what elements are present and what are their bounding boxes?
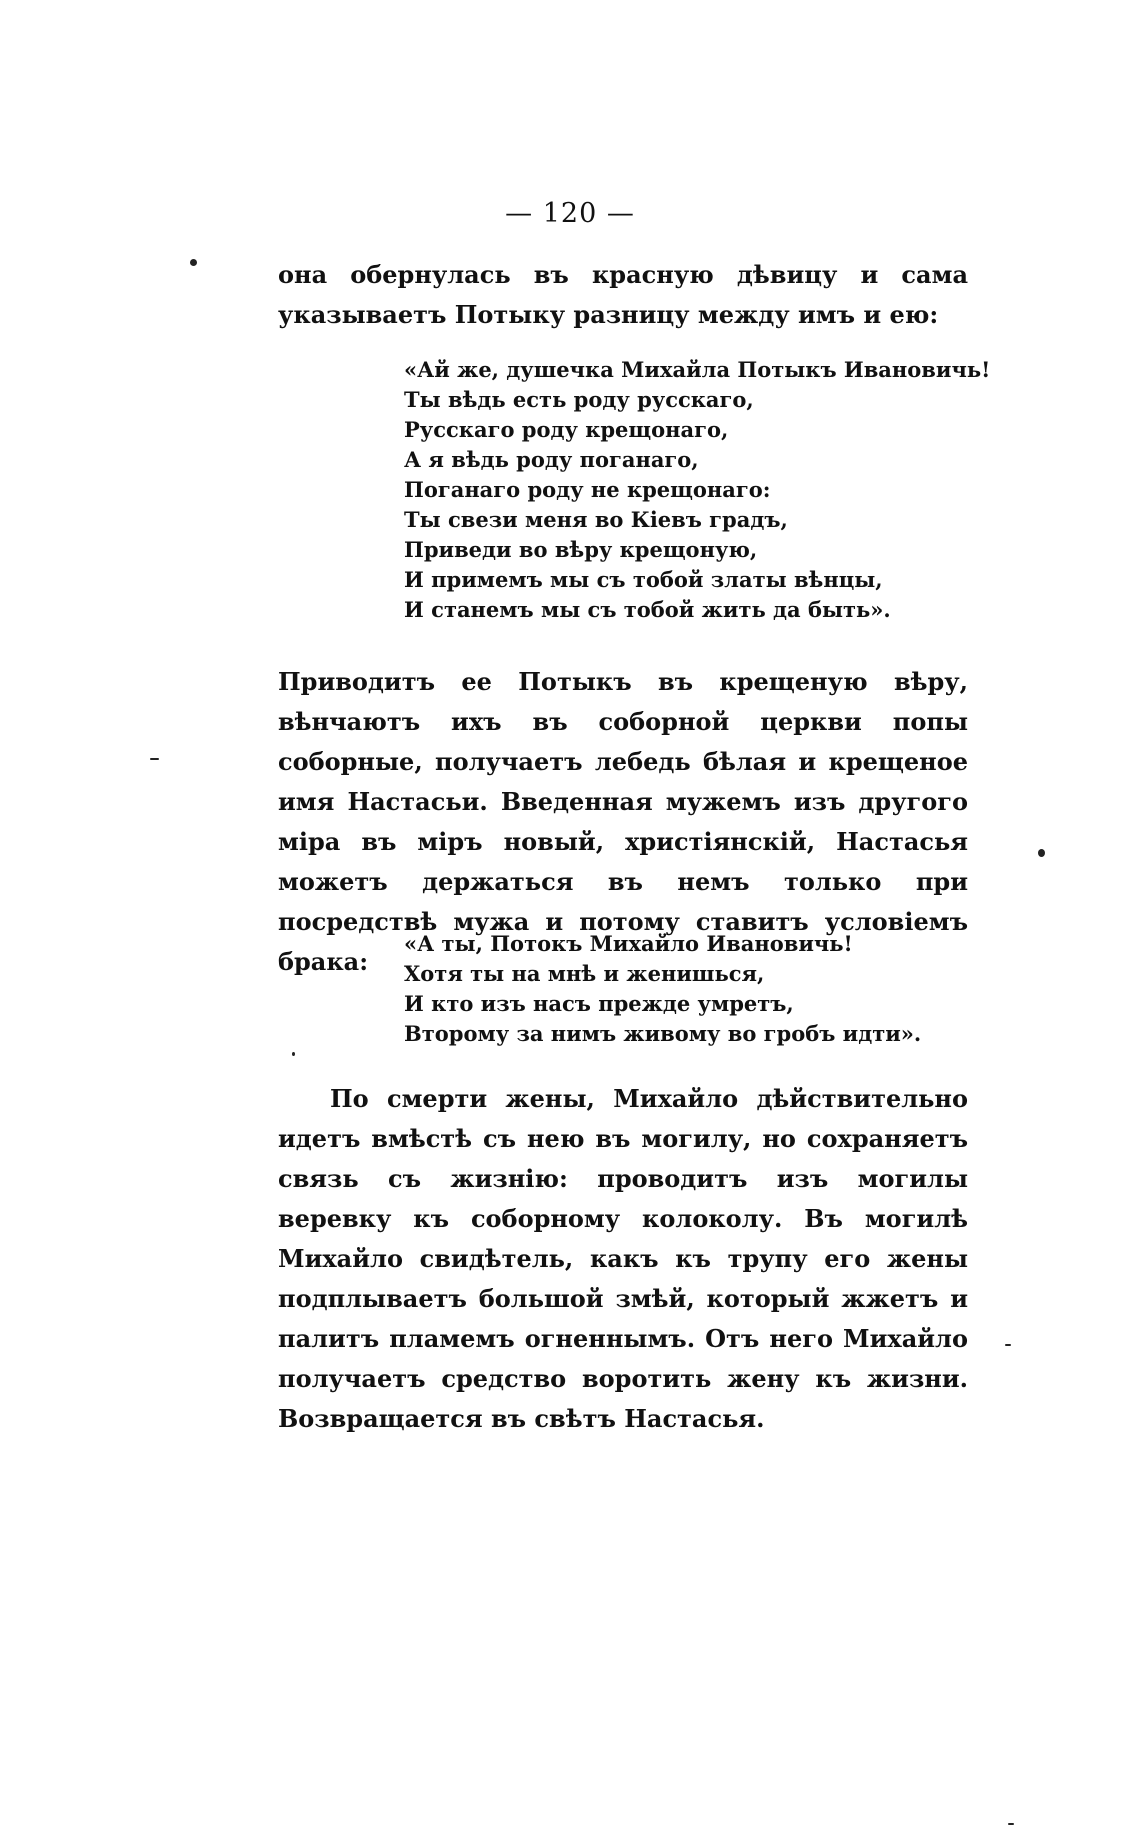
scan-speck: [1005, 1344, 1011, 1346]
verse-line: «А ты, Потокъ Михайло Ивановичь!: [404, 931, 853, 956]
paragraph-text: она обернулась въ красную дѣвицу и сама указываетъ Потыку разницу между имъ и ею:: [278, 260, 968, 329]
verse-line: Поганаго роду не крещонаго:: [404, 477, 771, 502]
verse-line: Русскаго роду крещонаго,: [404, 417, 729, 442]
verse-line: Приведи во вѣру крещоную,: [404, 537, 758, 562]
verse-line: И станемъ мы съ тобой жить да быть».: [404, 597, 891, 622]
verse-line: Хотя ты на мнѣ и женишься,: [404, 961, 765, 986]
verse-line: И примемъ мы съ тобой златы вѣнцы,: [404, 567, 883, 592]
verse-line: И кто изъ насъ прежде умретъ,: [404, 991, 794, 1016]
verse-line: Второму за нимъ живому во гробъ идти».: [404, 1021, 922, 1046]
verse-block-1: [404, 355, 991, 625]
verse-line: Ты свези меня во Кіевъ градъ,: [404, 507, 788, 532]
paragraph-text: По смерти жены, Михайло дѣйствительно идетъ вмѣстѣ съ нею въ могилу, но сохраняетъ связь съ жизнію: проводитъ изъ могилы веревку къ соборному колоколу. Въ могилѣ Михайло свидѣтель, какъ къ трупу его жены подплываетъ большой змѣй, который жжетъ и палитъ пламемъ огненнымъ. Отъ него Михайло получаетъ средство воротить жену къ жизни. Возвращается въ свѣтъ Настасья.: [278, 1084, 968, 1433]
verse-line: «Ай же, душечка Михайла Потыкъ Ивановичь!: [404, 357, 991, 382]
paragraph-text: Приводитъ ее Потыкъ въ крещеную вѣру, вѣнчаютъ ихъ въ соборной церкви попы соборные, получаетъ лебедь бѣлая и крещеное имя Настасьи. Введенная мужемъ изъ другого міра въ міръ новый, христіянскій, Настасья можетъ держаться въ немъ только при посредствѣ мужа и потому ставитъ условіемъ брака:: [278, 667, 968, 976]
verse-line: Ты вѣдь есть роду русскаго,: [404, 387, 754, 412]
paragraph-intro: [278, 255, 968, 335]
paragraph-death: [278, 1079, 968, 1439]
page-number: — 120 —: [505, 198, 635, 229]
scan-speck: [1038, 849, 1045, 857]
verse-block-2: [404, 929, 964, 1049]
verse-line: А я вѣдь роду поганаго,: [404, 447, 699, 472]
scan-speck: [150, 758, 159, 760]
scan-speck: [190, 259, 197, 266]
scan-speck: [292, 1052, 295, 1056]
